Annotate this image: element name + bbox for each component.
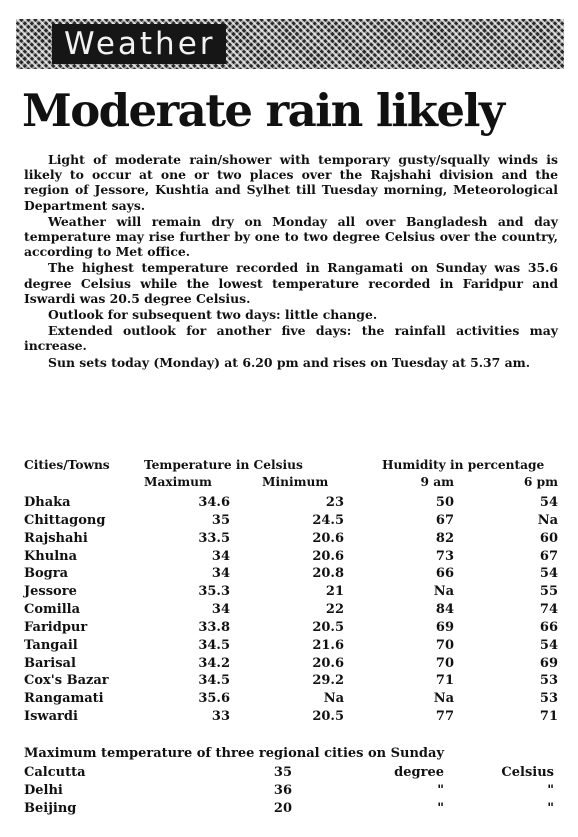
col-header-9am: 9 am (420, 475, 454, 489)
humidity-9am-cell: 84 (435, 602, 454, 618)
paragraph: Outlook for subsequent two days: little change. (48, 307, 378, 323)
min-temp-cell: 24.5 (312, 512, 344, 528)
min-temp-cell: 23 (325, 495, 344, 510)
headline: Moderate rain likely (22, 84, 504, 137)
table-row (24, 494, 558, 512)
paragraph: Light of moderate rain/shower with temporary gusty/squally winds is likely to occur at one or two places over the Rajshahi division and the region of Jessore, Kushtia and Sylhet till Tuesday morning, Meteorological Department says. (24, 152, 558, 213)
city-cell: Chittagong (24, 512, 106, 528)
regional-table (24, 764, 558, 818)
city-cell: Dhaka (24, 495, 71, 510)
paragraph: The highest temperature recorded in Rangamati on Sunday was 35.6 degree Celsius while the lowest temperature recorded in Faridpur and Iswardi was 20.5 degree Celsius. (24, 260, 558, 306)
humidity-6pm-cell: 69 (539, 655, 558, 671)
max-temp-cell: 34 (211, 548, 230, 564)
humidity-6pm-cell: 54 (539, 495, 558, 510)
max-temp-cell: 33.5 (198, 530, 230, 546)
table-row (24, 583, 558, 601)
regional-title: Maximum temperature of three regional cities on Sunday (24, 746, 444, 761)
humidity-9am-cell: 66 (435, 566, 454, 582)
humidity-6pm-cell: 53 (539, 673, 558, 689)
humidity-6pm-cell: 74 (539, 602, 558, 618)
section-banner (16, 19, 564, 69)
city-cell: Tangail (24, 637, 78, 653)
regional-temp: 35 (273, 765, 292, 780)
col-header-humidity: Humidity in percentage (382, 458, 545, 472)
humidity-6pm-cell: 66 (539, 619, 558, 635)
regional-temp: 36 (273, 783, 292, 798)
table-row (24, 512, 558, 530)
max-temp-cell: 34 (211, 566, 230, 582)
col-header-cities: Cities/Towns (24, 458, 110, 472)
min-temp-cell: Na (323, 691, 344, 707)
paragraph: Sun sets today (Monday) at 6.20 pm and rises on Tuesday at 5.37 am. (48, 354, 531, 370)
humidity-6pm-cell: 60 (539, 530, 558, 546)
article-body (24, 152, 558, 371)
min-temp-cell: 20.5 (312, 619, 344, 635)
humidity-9am-cell: 69 (435, 619, 454, 635)
max-temp-cell: 34.6 (198, 495, 230, 510)
max-temp-cell: 34 (211, 602, 230, 618)
temperature-table-header (24, 458, 558, 492)
city-cell: Rangamati (24, 691, 104, 707)
humidity-9am-cell: 71 (435, 673, 454, 689)
col-header-temperature: Temperature in Celsius (144, 458, 303, 472)
regional-unit: " (437, 783, 444, 798)
col-header-6pm: 6 pm (523, 475, 558, 489)
humidity-6pm-cell: 54 (539, 566, 558, 582)
min-temp-cell: 21 (325, 584, 344, 600)
min-temp-cell: 20.5 (312, 709, 344, 725)
city-cell: Faridpur (24, 619, 88, 635)
regional-row (24, 764, 558, 782)
min-temp-cell: 20.6 (312, 655, 344, 671)
city-cell: Iswardi (24, 709, 78, 725)
table-row (24, 637, 558, 655)
regional-city: Calcutta (24, 765, 86, 780)
regional-unit: " (437, 801, 444, 816)
max-temp-cell: 35.6 (198, 691, 230, 707)
city-cell: Bogra (24, 566, 69, 582)
max-temp-cell: 35.3 (198, 584, 230, 600)
city-cell: Cox's Bazar (24, 673, 109, 689)
city-cell: Khulna (24, 548, 78, 564)
max-temp-cell: 33 (211, 709, 230, 725)
humidity-9am-cell: 67 (435, 512, 454, 528)
min-temp-cell: 22 (325, 602, 344, 618)
max-temp-cell: 34.5 (198, 637, 230, 653)
humidity-6pm-cell: 71 (539, 709, 558, 725)
min-temp-cell: 29.2 (312, 673, 344, 689)
table-row (24, 548, 558, 566)
col-header-minimum: Minimum (262, 475, 329, 489)
humidity-9am-cell: Na (433, 584, 454, 600)
min-temp-cell: 21.6 (312, 637, 344, 653)
table-row (24, 530, 558, 548)
table-row (24, 601, 558, 619)
table-row (24, 619, 558, 637)
humidity-9am-cell: 70 (435, 655, 454, 671)
humidity-9am-cell: 77 (435, 709, 454, 725)
regional-unit-scale: " (547, 801, 554, 816)
regional-row (24, 800, 558, 818)
humidity-6pm-cell: 55 (539, 584, 558, 600)
paragraph: Extended outlook for another five days: the rainfall activities may increase. (24, 323, 558, 354)
humidity-9am-cell: Na (433, 691, 454, 707)
regional-city: Beijing (24, 801, 77, 816)
min-temp-cell: 20.6 (312, 548, 344, 564)
table-row (24, 565, 558, 583)
city-cell: Rajshahi (24, 530, 88, 546)
city-cell: Jessore (24, 584, 77, 600)
min-temp-cell: 20.6 (312, 530, 344, 546)
min-temp-cell: 20.8 (312, 566, 344, 582)
table-row (24, 672, 558, 690)
regional-unit-scale: " (547, 783, 554, 798)
humidity-6pm-cell: 53 (539, 691, 558, 707)
humidity-9am-cell: 50 (435, 495, 454, 510)
table-row (24, 690, 558, 708)
humidity-6pm-cell: 67 (539, 548, 558, 564)
regional-temp: 20 (273, 801, 292, 816)
humidity-9am-cell: 82 (435, 530, 454, 546)
max-temp-cell: 34.2 (198, 655, 230, 671)
humidity-6pm-cell: Na (537, 512, 558, 528)
regional-unit: degree (394, 765, 444, 780)
regional-city: Delhi (24, 783, 63, 798)
city-cell: Comilla (24, 602, 81, 618)
city-cell: Barisal (24, 655, 76, 671)
temperature-table (24, 494, 558, 726)
regional-unit-scale: Celsius (501, 765, 554, 780)
humidity-9am-cell: 73 (435, 548, 454, 564)
regional-row (24, 782, 558, 800)
section-label: Weather (52, 24, 226, 64)
max-temp-cell: 35 (211, 512, 230, 528)
table-row (24, 655, 558, 673)
humidity-9am-cell: 70 (435, 637, 454, 653)
table-row (24, 708, 558, 726)
max-temp-cell: 34.5 (198, 673, 230, 689)
max-temp-cell: 33.8 (198, 619, 230, 635)
paragraph: Weather will remain dry on Monday all over Bangladesh and day temperature may rise further by one to two degree Celsius over the country, according to Met office. (24, 213, 558, 260)
humidity-6pm-cell: 54 (539, 637, 558, 653)
col-header-maximum: Maximum (144, 475, 212, 489)
